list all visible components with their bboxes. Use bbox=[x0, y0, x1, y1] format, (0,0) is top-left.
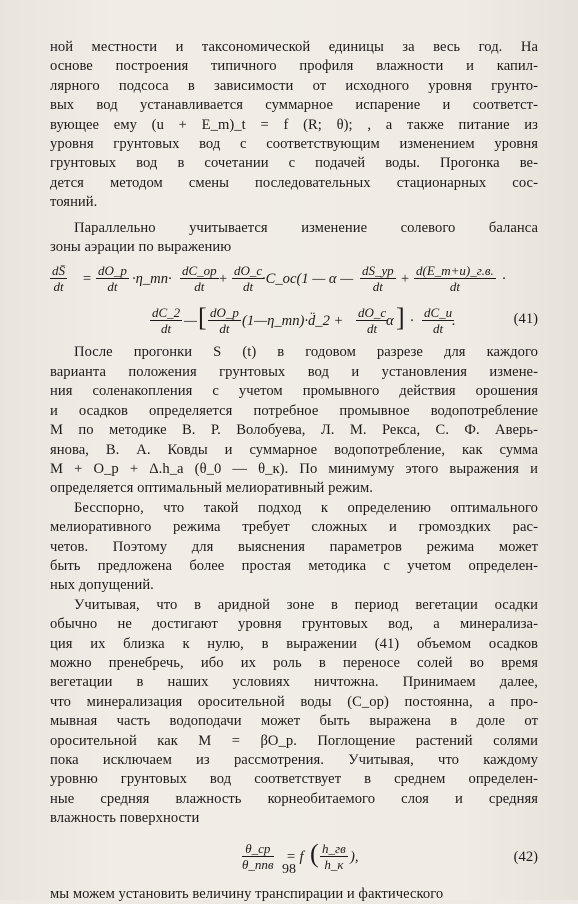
p1-line-9: тояний. bbox=[50, 194, 98, 211]
f41-coc: ·C_oc(1 — α — bbox=[262, 271, 354, 288]
p5-line-2: обычно не достигают уровня грунтовых вод, а минерализа- bbox=[50, 616, 538, 633]
f41-bracket-close: ] bbox=[396, 303, 405, 333]
f42-paren-open: ( bbox=[310, 838, 319, 868]
p2-line-1: Параллельно учитывается изменение солевого баланса bbox=[74, 219, 538, 236]
p1-line-1: ной местности и таксономической единицы за весь год. На bbox=[50, 39, 538, 55]
f41-minus: — bbox=[184, 313, 197, 330]
f41-dOc-2: dO_c bbox=[358, 305, 387, 321]
p5-line-3: ция их близка к нулю, в выражении (41) объемом осадков bbox=[50, 635, 538, 652]
paragraph-6 bbox=[50, 885, 538, 904]
p4-line-1: Бесспорно, что такой подход к определению оптимального bbox=[74, 499, 538, 516]
f41-dS: dS̄ bbox=[52, 263, 65, 279]
page-number: 98 bbox=[282, 862, 296, 877]
p4-line-3: четов. Поэтому для выяснения параметров режима может bbox=[50, 538, 538, 555]
f41-dOp-2: dO_p bbox=[210, 305, 239, 321]
p5-line-7: мывная часть водоподачи может быть выражена в доле от bbox=[50, 713, 538, 730]
formula-41-line-1 bbox=[50, 261, 538, 299]
f41-dot: · bbox=[502, 271, 506, 288]
f42-theta-sr: θ_ср bbox=[242, 841, 274, 857]
p5-line-10: уровню грунтовых вод соответствует в среднем определен- bbox=[50, 771, 538, 788]
f41-dt-3: dt bbox=[194, 279, 205, 295]
f41-plus-1: + bbox=[218, 271, 228, 288]
p1-line-2: основе построения типичного профиля влажности и капил- bbox=[50, 58, 538, 75]
p3-line-7: M + O_p + Δ.h_a (θ_0 — θ_к). По минимуму этого выражения и bbox=[50, 460, 538, 477]
p5-line-1: Учитывая, что в аридной зоне в период вегетации осадки bbox=[74, 596, 538, 613]
f41-alpha: α bbox=[386, 313, 394, 330]
f41-dCi: dC_и bbox=[424, 305, 453, 321]
f41-dt-4: dt bbox=[243, 279, 254, 295]
p2-line-2: зоны аэрации по выражению bbox=[50, 239, 232, 256]
p3-line-4: и осадков определяется потребное промывное водопотребление bbox=[50, 402, 538, 419]
p3-line-3: ния соленакопления с учетом промывного действия орошения bbox=[50, 383, 538, 400]
p3-line-6: янова, В. А. Ковды и суммарное водопотребление, как сумма bbox=[50, 441, 538, 458]
p6-line-1: мы можем установить величину транспирации и фактического bbox=[50, 885, 444, 902]
f41-bracket-open: [ bbox=[198, 303, 207, 333]
p3-line-2: варианта положения грунтовых вод и установления измене- bbox=[50, 363, 538, 380]
p5-line-6: что минерализация оросительной воды (C_ор) постоянна, а про- bbox=[50, 693, 538, 710]
p4-line-2: мелиоративного режима требует сложных и громоздких рас- bbox=[50, 519, 538, 536]
p5-line-8: оросительной как M = βO_р. Поглощение растений солями bbox=[50, 732, 538, 749]
p1-line-4: вых вод устанавливается суммарное испарение и соответст- bbox=[50, 97, 538, 114]
f41-plus-2: + bbox=[400, 271, 410, 288]
p5-line-5: вегетации в наших условиях ничтожна. Принимаем далее, bbox=[50, 674, 538, 691]
f41-dt-8: dt bbox=[219, 321, 230, 337]
f41-dt-6: dt bbox=[449, 279, 460, 295]
p5-line-11: ные средняя влажность корнеобитаемого слоя и средняя bbox=[50, 790, 538, 807]
p5-line-4: можно пренебречь, ибо их роль в переносе солей во время bbox=[50, 654, 538, 671]
f42-h-k: h_к bbox=[324, 856, 344, 872]
p4-line-4: быть предложена более простая методика с учетом определен- bbox=[50, 557, 538, 574]
f41-dC2: dC_2 bbox=[152, 305, 181, 321]
f41-dt-5: dt bbox=[372, 279, 383, 295]
p1-line-7: грунтовых вод в сочетании с подачей воды. Прогонка ве- bbox=[50, 155, 538, 172]
f41-dt-7: dt bbox=[161, 321, 172, 337]
p3-line-1: После прогонки S (t) в годовом разрезе для каждого bbox=[74, 344, 538, 361]
f41-dt-1: dt bbox=[53, 279, 64, 295]
p3-line-8: определяется оптимальный мелиоративный режим. bbox=[50, 480, 373, 497]
p5-line-12: влажность поверхности bbox=[50, 810, 200, 827]
f41-eq: = bbox=[82, 271, 92, 288]
f41-dCop: dC_op bbox=[182, 263, 217, 279]
f41-dOp: dO_p bbox=[98, 263, 127, 279]
f41-dt-2: dt bbox=[107, 279, 118, 295]
f41-dEm: d(E_m+u)_г.в. bbox=[416, 263, 494, 279]
f41-eta-2: (1—η_mn)·d̈_2 + bbox=[242, 313, 344, 330]
f41-dt-9: dt bbox=[367, 321, 378, 337]
paragraph-1 bbox=[50, 38, 538, 213]
f42-eq: = f bbox=[286, 848, 304, 865]
paragraph-4 bbox=[50, 499, 538, 596]
p3-line-5: M по методике В. Р. Волобуева, Л. М. Рекса, С. Ф. Аверь- bbox=[50, 422, 538, 439]
p1-line-6: уровня грунтовых вод с соответствующим изменением уровня bbox=[50, 136, 538, 153]
f42-h-gv: h_гв bbox=[322, 840, 346, 856]
f42-tail: ), bbox=[350, 848, 359, 865]
f41-dt-10: dt bbox=[433, 321, 444, 337]
paragraph-2 bbox=[50, 219, 538, 258]
equation-number-41: (41) bbox=[513, 311, 538, 328]
p1-line-5: вующее ему (u + E_m)_t = f (R; θ); , а также питание из bbox=[50, 116, 538, 133]
p4-line-5: ных допущений. bbox=[50, 577, 154, 594]
f41-dOc: dO_c bbox=[234, 263, 263, 279]
f41-dSur: dS_ур bbox=[362, 263, 394, 279]
formula-41-line-2 bbox=[50, 299, 538, 343]
p5-line-9: пока исключаем из рассмотрения. Учитывая, что каждому bbox=[50, 752, 538, 768]
f41-period: . bbox=[452, 313, 456, 330]
f41-dot-2: · bbox=[410, 313, 414, 330]
paragraph-3 bbox=[50, 343, 538, 498]
equation-number-42: (42) bbox=[513, 848, 538, 865]
paragraph-5 bbox=[50, 596, 538, 829]
f41-eta: ·η_mn· bbox=[132, 271, 172, 288]
f42-theta-ppv: θ_ппв bbox=[242, 856, 274, 872]
p1-line-8: дется методом смены последовательных стационарных сос- bbox=[50, 174, 538, 191]
p1-line-3: лярного подсоса в зависимости от исходного уровня грунто- bbox=[50, 77, 538, 94]
